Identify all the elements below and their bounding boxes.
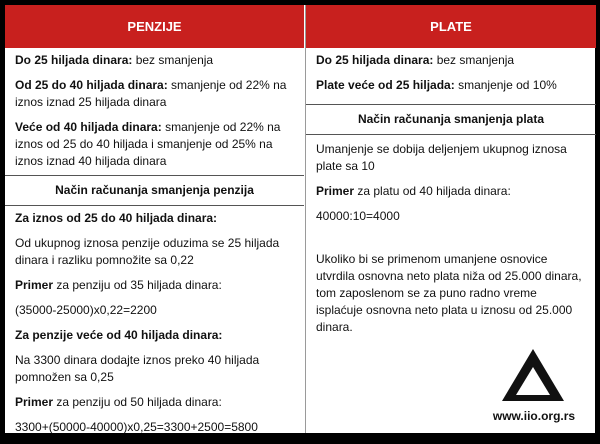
calc-example: Primer za platu od 40 hiljada dinara: [316, 184, 511, 198]
pensions-rules [5, 48, 304, 170]
calc-formula: 40000:10=4000 [316, 209, 400, 223]
pensions-calc-header: Način računanja smanjenja penzija [5, 175, 304, 206]
logo-url: www.iio.org.rs [492, 409, 576, 423]
calc-formula: (35000-25000)x0,22=2200 [15, 303, 157, 317]
pension-rule: Veće od 40 hiljada dinara: smanjenje od 22% na iznos od 25 do 40 hiljada i smanjenje od 25% na iznos iznad 40 hiljada dinara [15, 120, 281, 168]
comparison-table [5, 5, 595, 433]
pensions-calc [15, 210, 294, 444]
calc-section-title: Za penzije veće od 40 hiljada dinara: [15, 328, 223, 342]
calc-section-text: Na 3300 dinara dodajte iznos preko 40 hiljada pomnožen sa 0,25 [15, 353, 260, 384]
calc-section-title: Za iznos od 25 do 40 hiljada dinara: [15, 211, 218, 225]
salaries-header: PLATE [306, 5, 596, 48]
pension-rule: Od 25 do 40 hiljada dinara: smanjenje od 22% na iznos iznad 25 hiljada dinara [15, 78, 287, 109]
calc-section-text: Umanjenje se dobija deljenjem ukupnog iznosa plate sa 10 [316, 142, 567, 173]
salary-rule: Do 25 hiljada dinara: bez smanjenja [316, 53, 515, 67]
calc-section-text: Od ukupnog iznosa penzije oduzima se 25 hiljada dinara i razliku pomnožite sa 0,22 [15, 236, 280, 267]
salary-rule: Plate veće od 25 hiljada: smanjenje od 10% [316, 78, 557, 92]
salaries-calc-header: Način računanja smanjenja plata [306, 104, 596, 135]
triangle-logo-icon [500, 347, 566, 403]
salaries-rules [306, 48, 596, 94]
salaries-column [305, 5, 596, 433]
calc-example: Primer za penziju od 50 hiljada dinara: [15, 395, 222, 409]
pension-rule: Do 25 hiljada dinara: bez smanjenja [15, 53, 214, 67]
pensions-header: PENZIJE [5, 5, 304, 48]
calc-formula: 3300+(50000-40000)x0,25=3300+2500=5800 [15, 420, 258, 434]
iio-logo [486, 347, 582, 423]
pensions-column [5, 5, 304, 433]
calc-note: Ukoliko bi se primenom umanjene osnovice utvrdila osnovna neto plata niža od 25.000 dinara, tom zaposlenom se za puno radno vreme isplaćuje osnovna neto plata u iznosu od 25.000 dinara. [316, 252, 582, 334]
salaries-calc [316, 141, 586, 344]
calc-example: Primer za penziju od 35 hiljada dinara: [15, 278, 222, 292]
